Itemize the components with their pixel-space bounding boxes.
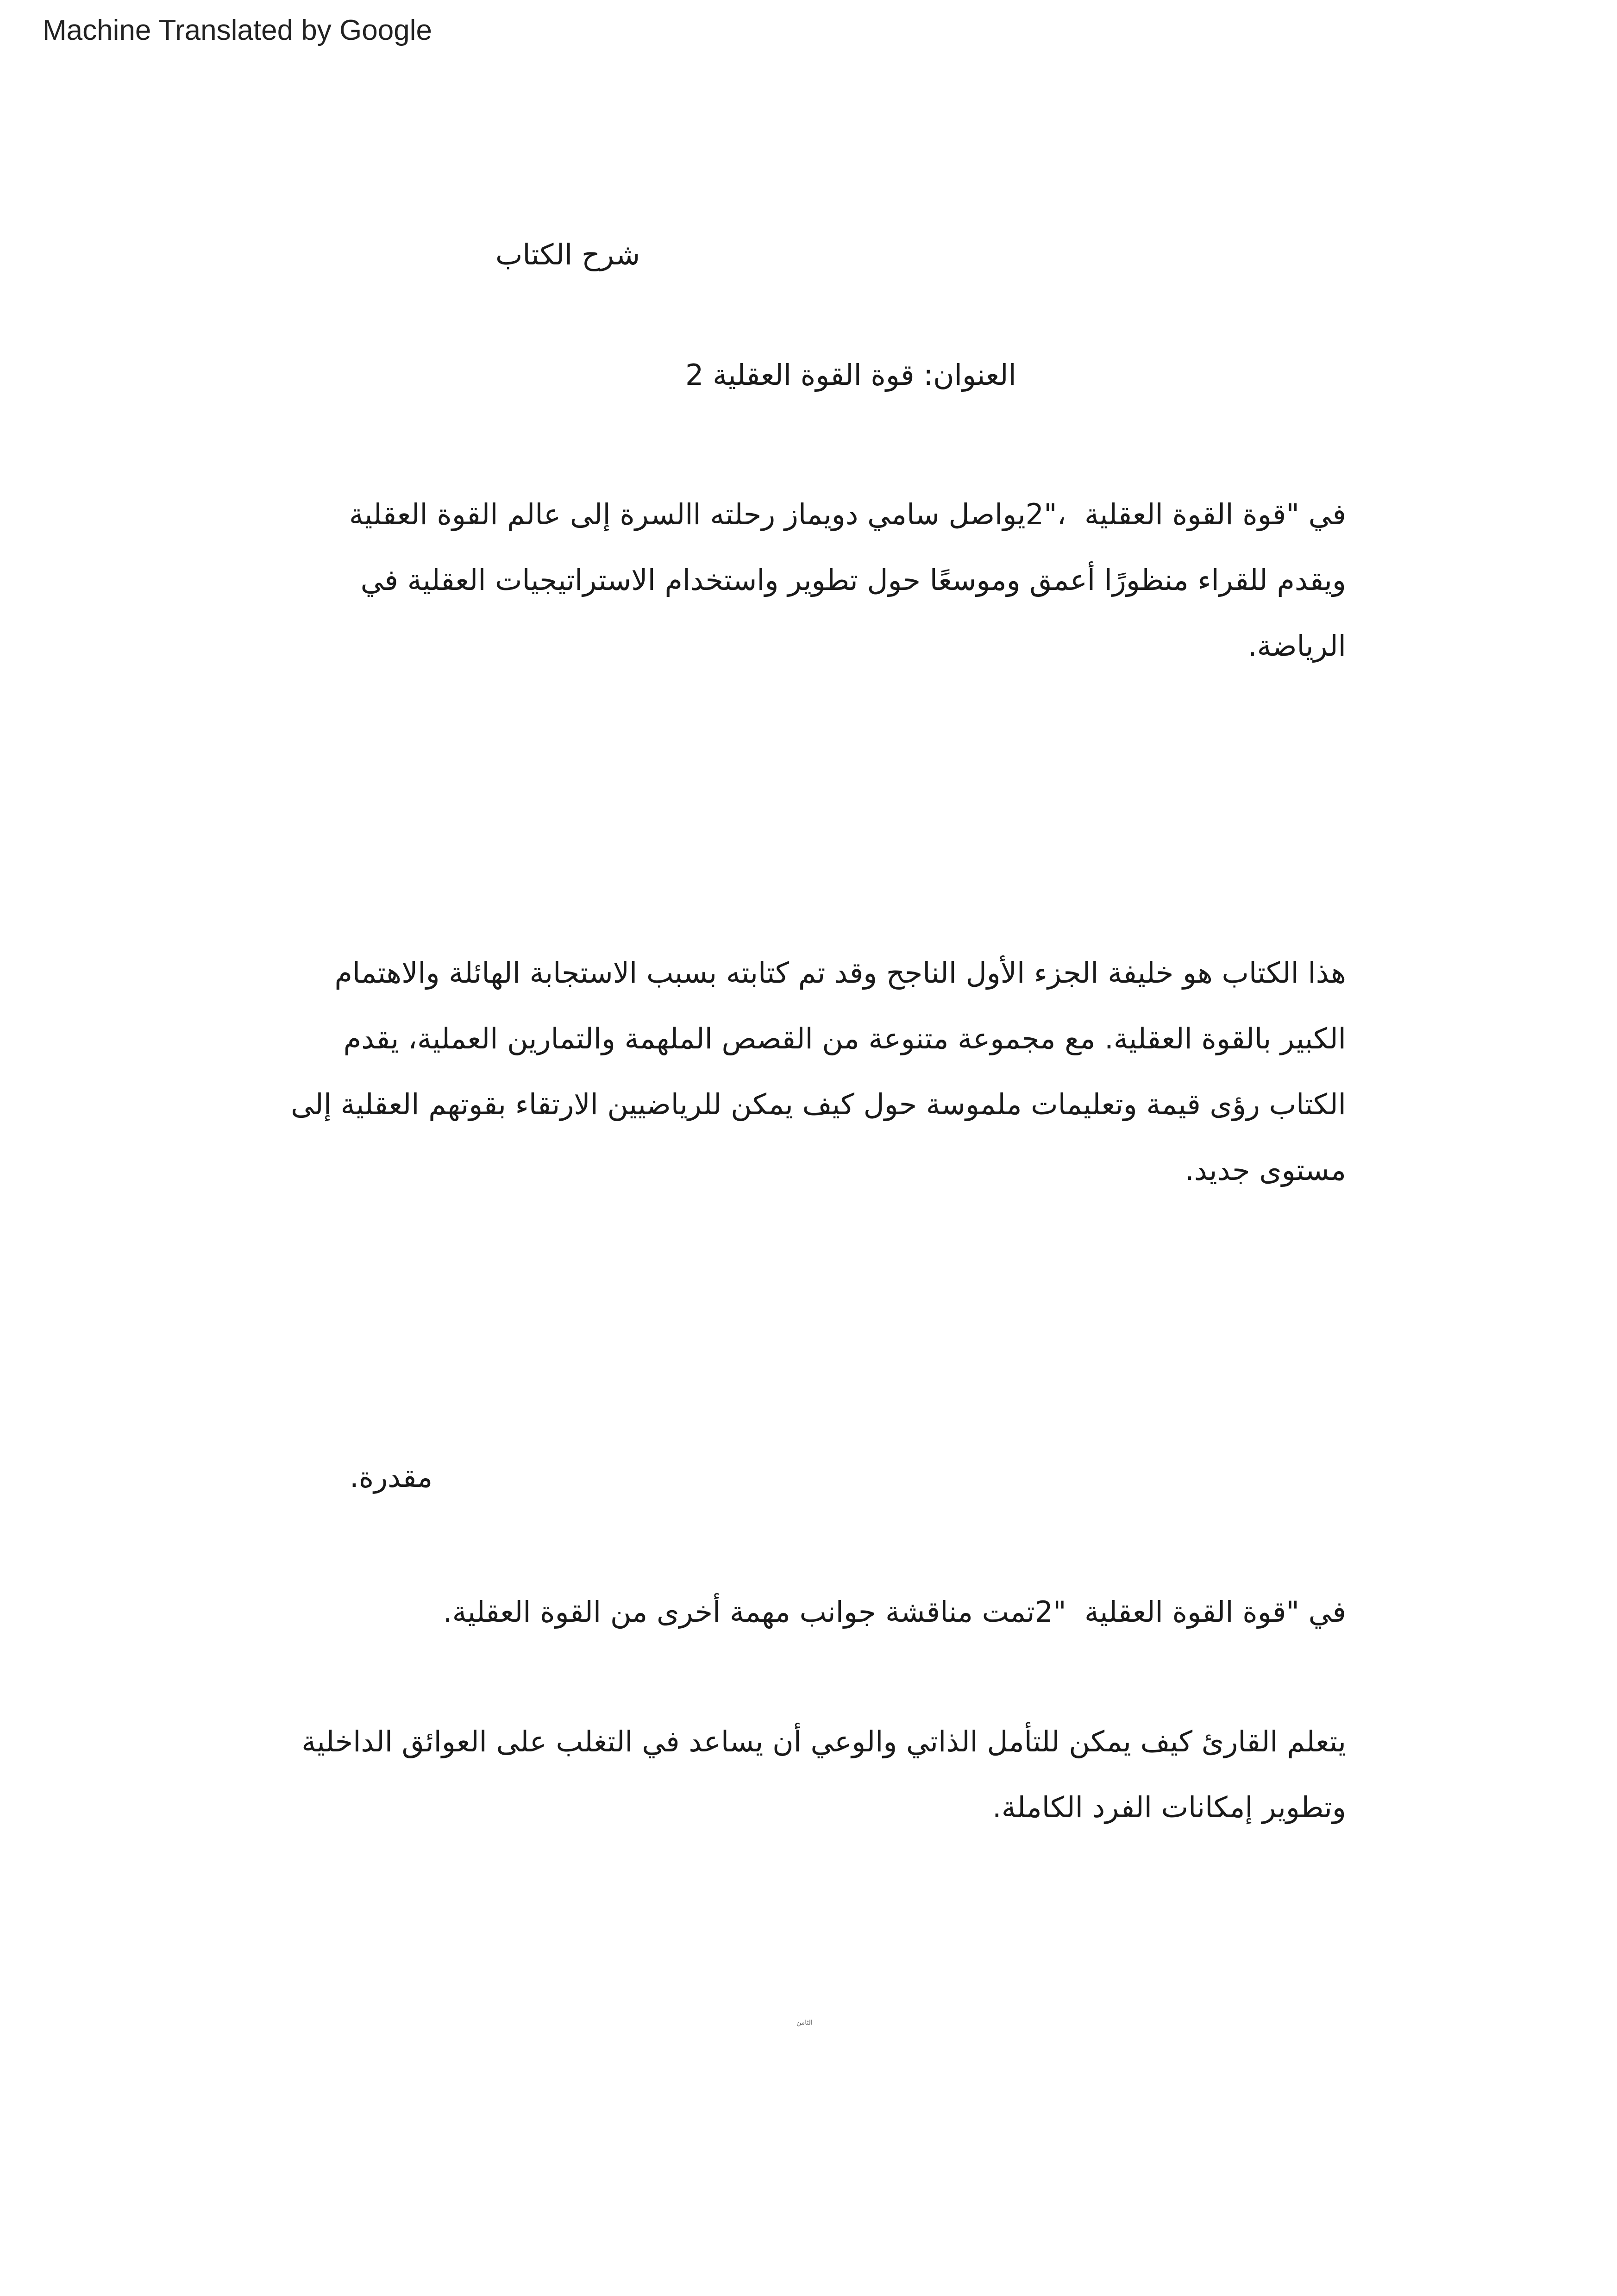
- book-title-line: العنوان: قوة القوة العقلية 2: [685, 358, 1016, 392]
- paragraph-sequel: هذا الكتاب هو خليفة الجزء الأول الناجح وقد تم كتابته بسبب الاستجابة الهائلة والاهتمام الكبير بالقوة العقلية. مع مجموعة متنوعة من القصص الملهمة والتمارين العملية، يقدم الكتاب رؤى قيمة وتعليمات ملموسة حول كيف يمكن للرياضيين الارتقاء بقوتهم العقلية إلى مستوى جديد.: [291, 956, 1346, 1187]
- paragraph-aspects: في "قوة القوة العقلية "2تمت مناقشة جوانب مهمة أخرى من القوة العقلية.: [443, 1595, 1346, 1629]
- machine-translation-banner: Machine Translated by Google: [43, 14, 432, 46]
- introduction-heading: مقدرة.: [350, 1460, 433, 1494]
- book-explanation-heading: شرح الكتاب: [495, 238, 640, 271]
- page-footer-mark: الثامن: [796, 2019, 813, 2026]
- paragraph-continuation: في "قوة القوة العقلية ،"2يواصل سامي دويماز رحلته االسرة إلى عالم القوة العقلية ويقدم للقراء منظورًا أعمق وموسعًا حول تطوير واستخدام الاستراتيجيات العقلية في الرياضة.: [349, 497, 1346, 663]
- paragraph-self-reflection: يتعلم القارئ كيف يمكن للتأمل الذاتي والوعي أن يساعد في التغلب على العوائق الداخلية وتطوير إمكانات الفرد الكاملة.: [301, 1725, 1346, 1824]
